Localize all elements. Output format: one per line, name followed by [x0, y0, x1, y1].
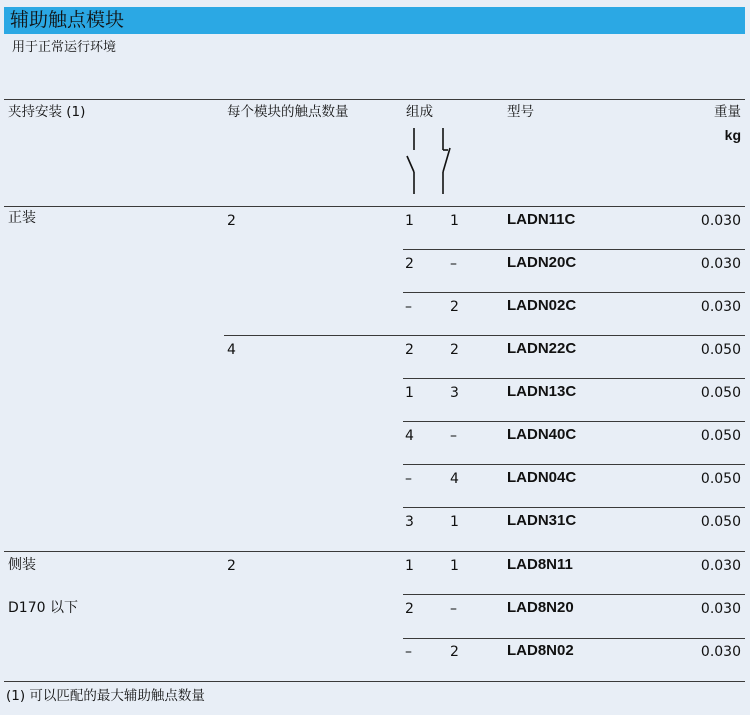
row-rule — [403, 292, 745, 293]
row-rule — [403, 464, 745, 465]
no-count: 4 — [405, 428, 414, 444]
weight-value: 0.030 — [700, 256, 741, 272]
nc-count: – — [450, 428, 457, 444]
header-top-rule — [4, 99, 745, 100]
nc-count: 1 — [450, 558, 459, 574]
header-model: 型号 — [507, 104, 534, 120]
model-ref: LADN22C — [507, 340, 577, 357]
row-rule — [403, 507, 745, 508]
model-ref: LADN20C — [507, 254, 577, 271]
model-ref: LADN13C — [507, 383, 577, 400]
nc-count: 2 — [450, 644, 459, 660]
group-rule — [4, 551, 745, 552]
model-ref: LADN40C — [507, 426, 577, 443]
nc-count: 2 — [450, 342, 459, 358]
header-weight-unit: kg — [724, 127, 741, 143]
weight-value: 0.050 — [700, 471, 741, 487]
row-rule — [403, 249, 745, 250]
model-ref: LADN11C — [507, 211, 576, 228]
page-title: 辅助触点模块 — [10, 9, 125, 31]
no-count: 1 — [405, 385, 414, 401]
no-count: 1 — [405, 558, 414, 574]
model-ref: LAD8N11 — [507, 556, 573, 573]
nc-count: 1 — [450, 213, 459, 229]
no-count: 3 — [405, 514, 414, 530]
weight-value: 0.030 — [700, 299, 741, 315]
subgroup-rule — [224, 335, 745, 336]
no-count: – — [405, 644, 412, 660]
weight-value: 0.050 — [700, 514, 741, 530]
header-bottom-rule — [4, 206, 745, 207]
footnote: (1) 可以匹配的最大辅助触点数量 — [6, 688, 205, 704]
mounting-front: 正装 — [8, 210, 36, 226]
weight-value: 0.030 — [700, 213, 741, 229]
weight-value: 0.030 — [700, 644, 741, 660]
contact-symbols-icon — [400, 126, 460, 196]
no-count: 2 — [405, 256, 414, 272]
row-rule — [403, 378, 745, 379]
row-rule — [403, 421, 745, 422]
weight-value: 0.050 — [700, 385, 741, 401]
header-weight: 重量 — [714, 104, 741, 120]
nc-count: 1 — [450, 514, 459, 530]
model-ref: LAD8N20 — [507, 599, 574, 616]
header-mounting: 夹持安装 (1) — [8, 104, 86, 120]
weight-value: 0.050 — [700, 428, 741, 444]
header-composition: 组成 — [406, 104, 433, 120]
no-count: 2 — [405, 342, 414, 358]
nc-count: – — [450, 601, 457, 617]
model-ref: LADN04C — [507, 469, 577, 486]
subtitle: 用于正常运行环境 — [12, 40, 117, 55]
nc-count: 2 — [450, 299, 459, 315]
row-rule — [403, 594, 745, 595]
title-bar — [4, 7, 745, 34]
nc-count: – — [450, 256, 457, 272]
model-ref: LADN02C — [507, 297, 577, 314]
weight-value: 0.030 — [700, 558, 741, 574]
weight-value: 0.050 — [700, 342, 741, 358]
mounting-side: 侧装 — [8, 557, 36, 573]
mounting-note: D170 以下 — [8, 600, 78, 616]
model-ref: LAD8N02 — [507, 642, 574, 659]
row-rule — [403, 638, 745, 639]
no-count: 1 — [405, 213, 414, 229]
no-count: 2 — [405, 601, 414, 617]
nc-count: 3 — [450, 385, 459, 401]
nc-count: 4 — [450, 471, 459, 487]
no-count: – — [405, 299, 412, 315]
table-bottom-rule — [4, 681, 745, 682]
contacts-count: 2 — [227, 213, 236, 229]
header-contacts: 每个模块的触点数量 — [227, 104, 349, 120]
weight-value: 0.030 — [700, 601, 741, 617]
contacts-count: 4 — [227, 342, 236, 358]
no-count: – — [405, 471, 412, 487]
model-ref: LADN31C — [507, 512, 577, 529]
contacts-count: 2 — [227, 558, 236, 574]
